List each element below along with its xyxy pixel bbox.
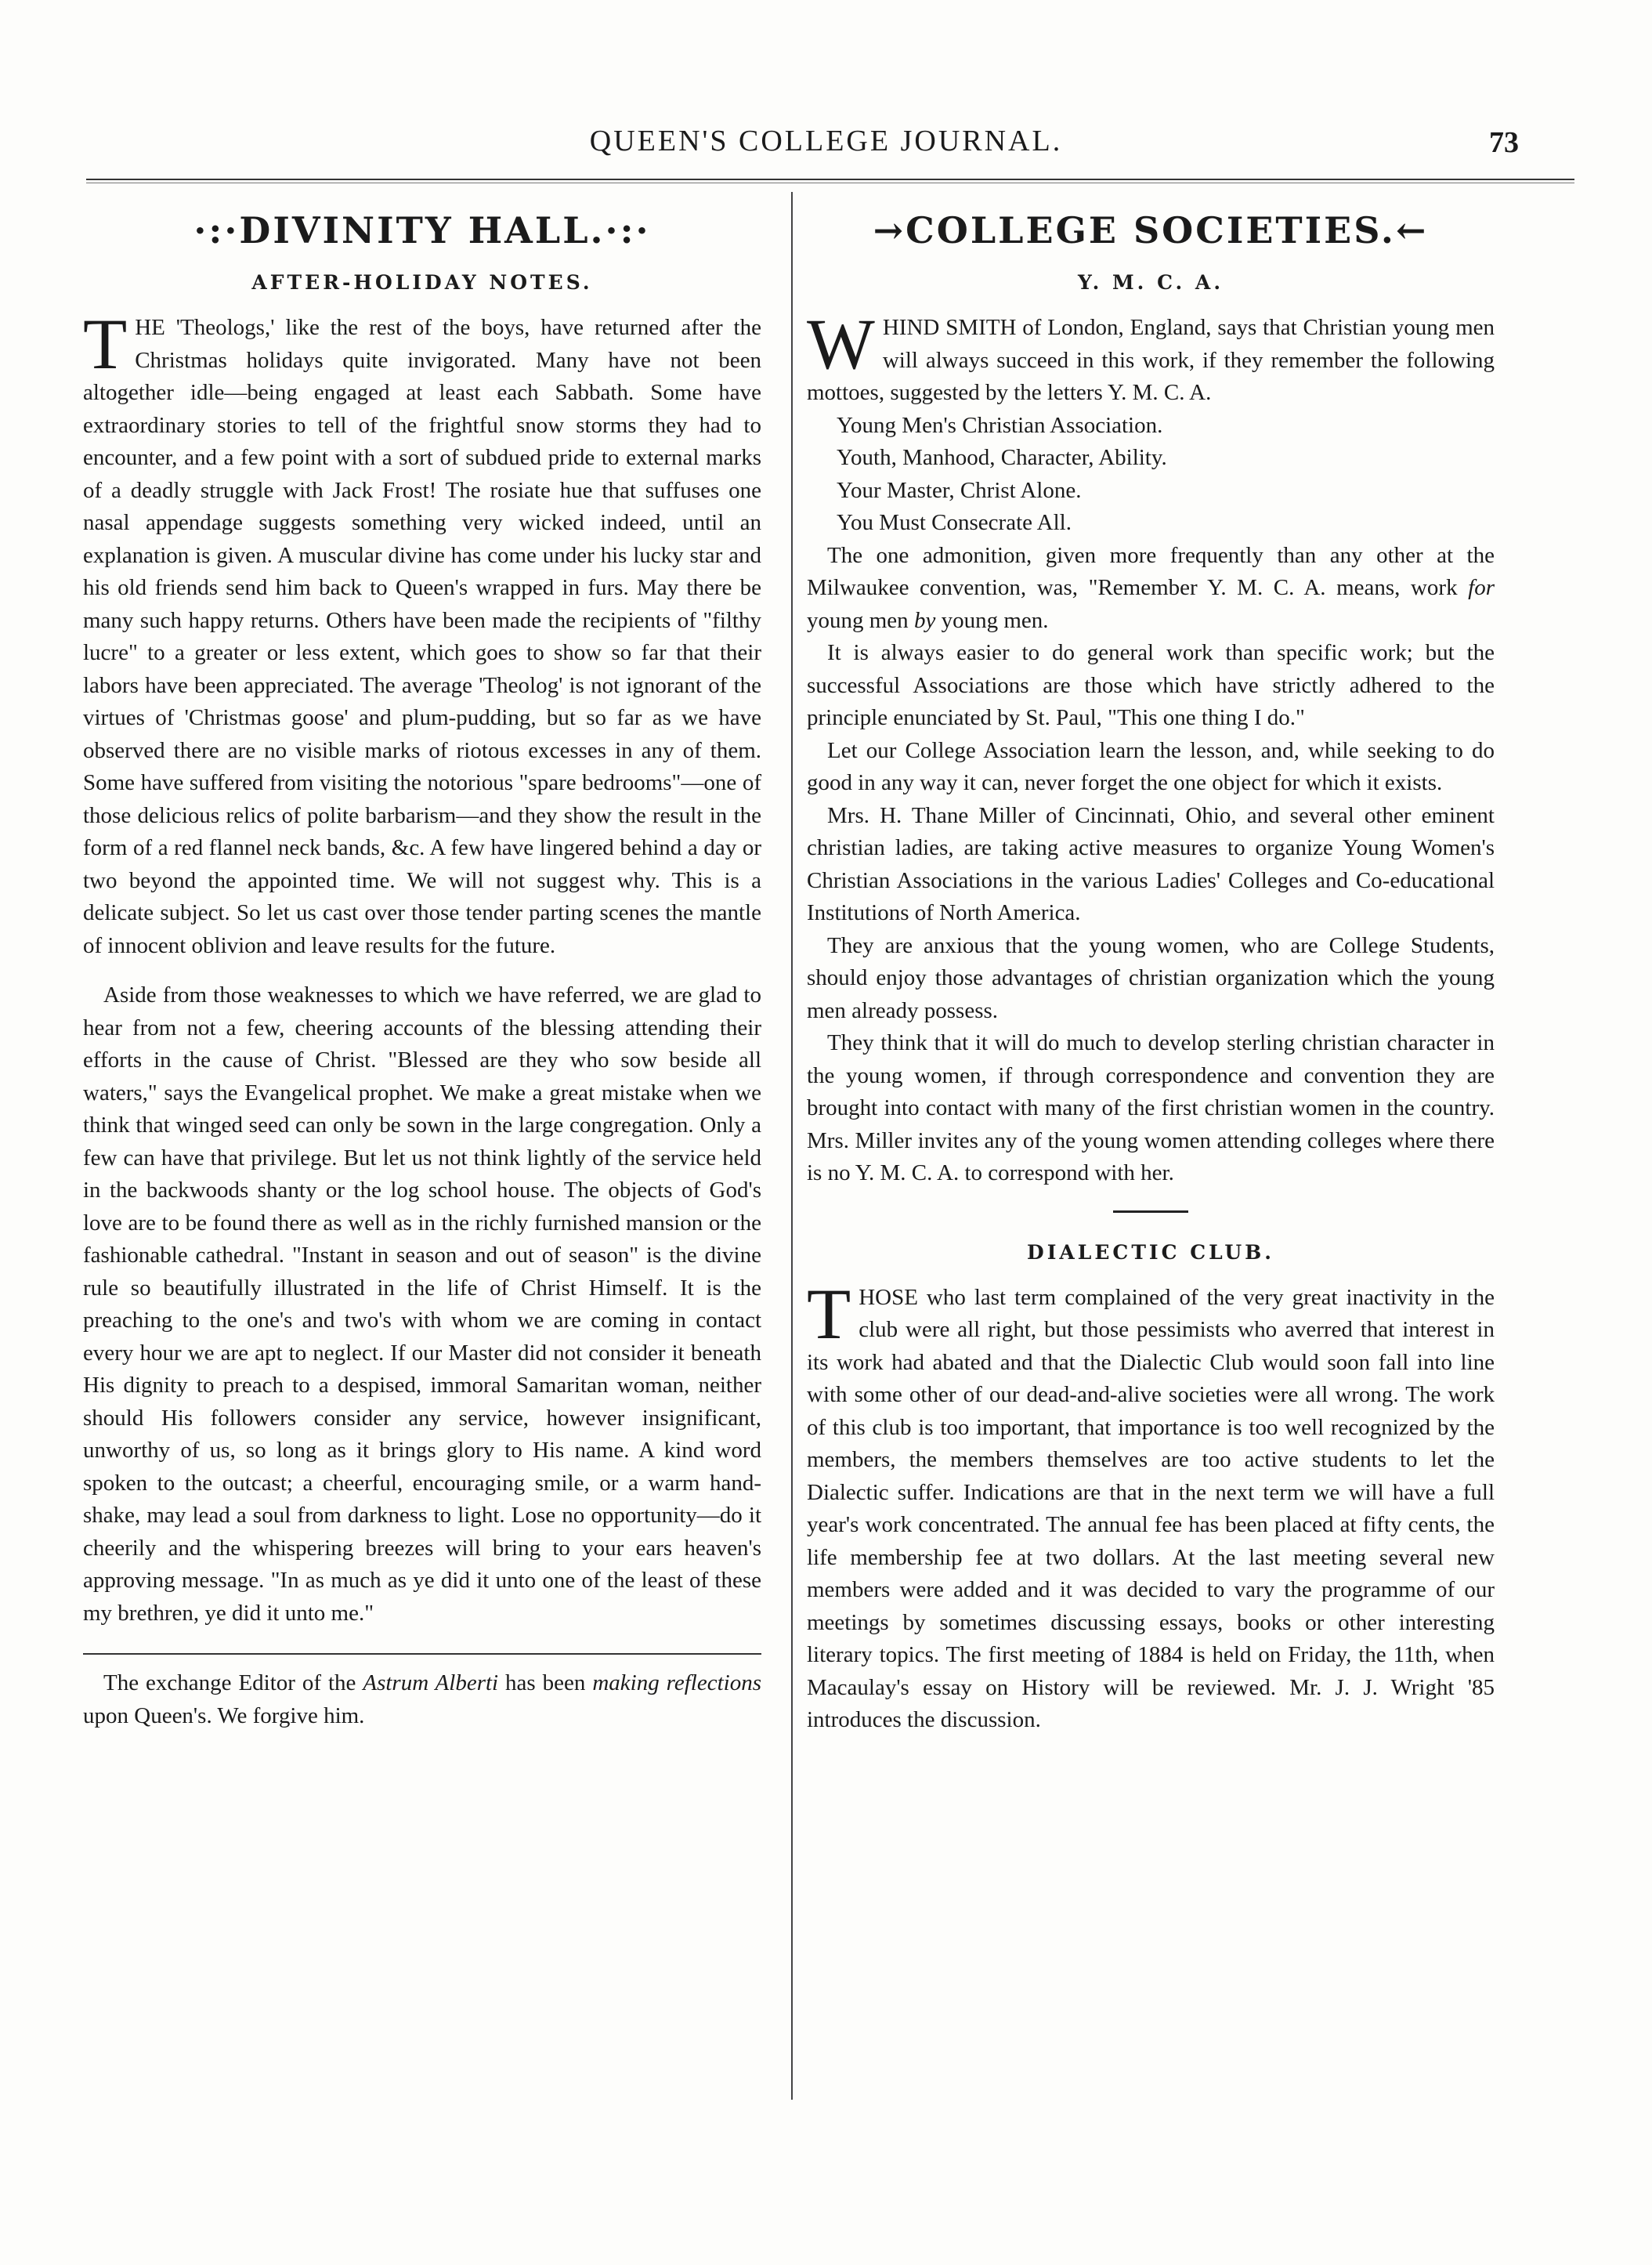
- right-column: [807, 196, 1495, 1737]
- motto-line: Your Master, Christ Alone.: [837, 477, 1082, 503]
- article-paragraph: [83, 304, 761, 962]
- article-paragraph: Aside from those weaknesses to which we have referred, we are glad to hear from not a few, cheering accounts of the blessing attending their efforts in the cause of Christ. "Blessed are they who sow beside all waters," says the Evangelical prophet. We make a great mistake when we think that winged seed can only be sown in the large congregation. Only a few can have that privilege. But let us not think lightly of the service held in the backwoods shanty or the log school house. The objects of God's love are to be found there as well as in the richly furnished mansion or the fashionable cathedral. "Instant in season and out of season" is the divine rule so beautifully illustrated in the life of Christ Himself. It is the preaching to the one's and two's with whom we are coming in contact every hour we are apt to neglect. If our Master did not consider it beneath His dignity to preach to a despised, immoral Samaritan woman, neither should His followers consider any service, however insignificant, unworthy of us, so long as it brings glory to His name. A kind word spoken to the outcast; a cheerful, encouraging smile, or a warm hand-shake, may lead a soul from darkness to light. Lose no opportunity—do it cheerily and the whispering breezes will bring to your ears heaven's approving message. "In as much as ye did it unto one of the least of these my brethren, ye did it unto me.": [83, 982, 761, 1626]
- admonition-paragraph: The one admonition, given more frequently than any other at the Milwaukee convention, was, "Remember Y. M. C. A. means, work for young men by young men.: [807, 542, 1495, 633]
- running-head: [0, 124, 1652, 163]
- italic-phrase: making reflections: [592, 1670, 761, 1695]
- exchange-note: The exchange Editor of the Astrum Alberti has been making reflections upon Queen's. We forgive him.: [83, 1670, 761, 1728]
- left-column: [83, 196, 761, 1732]
- ymca-paragraph: It is always easier to do general work than specific work; but the successful Associations are those which have strictly adhered to the principle enunciated by St. Paul, "This one thing I do.": [807, 640, 1495, 730]
- dialectic-club-subhead: DIALECTIC CLUB.: [1027, 1240, 1274, 1264]
- motto-line: You Must Consecrate All.: [837, 510, 1072, 535]
- header-rule: [86, 179, 1574, 183]
- drop-cap: W: [807, 304, 875, 384]
- after-holiday-notes-subhead: AFTER-HOLIDAY NOTES.: [251, 271, 593, 294]
- footnote-rule: [83, 1653, 761, 1655]
- drop-cap: T: [83, 304, 128, 384]
- ymca-paragraph: They think that it will do much to develop sterling christian character in the young women, if through correspondence and convention they are brought into contact with many of the first christian women in the country. Mrs. Miller invites any of the young women attending colleges where there is no Y. M. C. A. to correspond with her.: [807, 1030, 1495, 1185]
- college-societies-heading: →COLLEGE SOCIETIES.←: [873, 209, 1429, 251]
- divinity-hall-heading: ·:·DIVINITY HALL.·:·: [193, 209, 651, 251]
- column-divider: [791, 192, 793, 2100]
- paragraph-text: HE 'Theologs,' like the rest of the boys, have returned after the Christmas holidays quite invigorated. Many have not been altogether idle—being engaged at least each Sabbath. Some have extraordinary stories to tell of the frightful snow storms they had to encounter, and a few point with a sort of subdued pride to external marks of a deadly struggle with Jack Frost! The rosiate hue that suffuses one nasal appendage suggests something very wicked indeed, until an explanation is given. A muscular divine has come under his lucky star and his old friends send him back to Queen's wrapped in furs. May there be many such happy returns. Others have been made the recipients of "filthy lucre" to a greater or less extent, which goes to show so far that their labors have been appreciated. The average 'Theolog' is not ignorant of the virtues of 'Christmas goose' and plum-pudding, but so far as we have observed there are no visible marks of riotous excesses in any of them. Some have suffered from visiting the notorious "spare bedrooms"—one of those delicious relics of polite barbarism—and they show the result in the form of a red flannel neck bands, &c. A few have lingered behind a day or two beyond the appointed time. We will not suggest why. This is a delicate subject. So let us cast over those tender parting scenes the mantle of innocent oblivion and leave results for the future.: [83, 315, 761, 958]
- ymca-paragraph: They are anxious that the young women, who are College Students, should enjoy those advantages of christian organization which the young men already possess.: [807, 932, 1495, 1023]
- motto-line: Youth, Manhood, Character, Ability.: [837, 445, 1167, 470]
- motto-line: Young Men's Christian Association.: [837, 412, 1163, 438]
- section-divider: [1113, 1210, 1188, 1213]
- journal-title: QUEEN'S COLLEGE JOURNAL.: [589, 125, 1063, 157]
- journal-name: Astrum Alberti: [363, 1670, 499, 1695]
- ymca-subhead: Y. M. C. A.: [1077, 271, 1224, 294]
- ymca-paragraph: Mrs. H. Thane Miller of Cincinnati, Ohio, and several other eminent christian ladies, are taking active measures to organize Young Women's Christian Associations in the various Ladies' Colleges and Co-educational Institutions of North America.: [807, 802, 1495, 925]
- paragraph-text: HOSE who last term complained of the very great inactivity in the club were all right, but those pessimists who averred that interest in its work had abated and that the Dialectic Club would soon fall into line with some other of our dead-and-alive societies were all wrong. The work of this club is too important, that importance is too well recognized by the members, the members themselves are too active students to let the Dialectic suffer. Indications are that in the next term we will have a full year's work concentrated. The annual fee has been placed at fifty cents, the life membership fee at two dollars. At the last meeting several new members were added and it was decided to vary the programme of our meetings by sometimes discussing essays, books or other interesting literary topics. The first meeting of 1884 is held on Friday, the 11th, when Macaulay's essay on History will be reviewed. Mr. J. J. Wright '85 introduces the discussion.: [807, 1284, 1495, 1732]
- dialectic-paragraph: [807, 1273, 1495, 1737]
- ymca-paragraph: Let our College Association learn the lesson, and, while seeking to do good in any way it can, never forget the one object for which it exists.: [807, 737, 1495, 795]
- drop-cap: T: [807, 1273, 851, 1354]
- paragraph-text: HIND SMITH of London, England, says that Christian young men will always succeed in this work, if they remember the following mottoes, suggested by the letters Y. M. C. A.: [807, 315, 1495, 405]
- ymca-intro-paragraph: [807, 304, 1495, 410]
- page-number: 73: [1489, 126, 1519, 159]
